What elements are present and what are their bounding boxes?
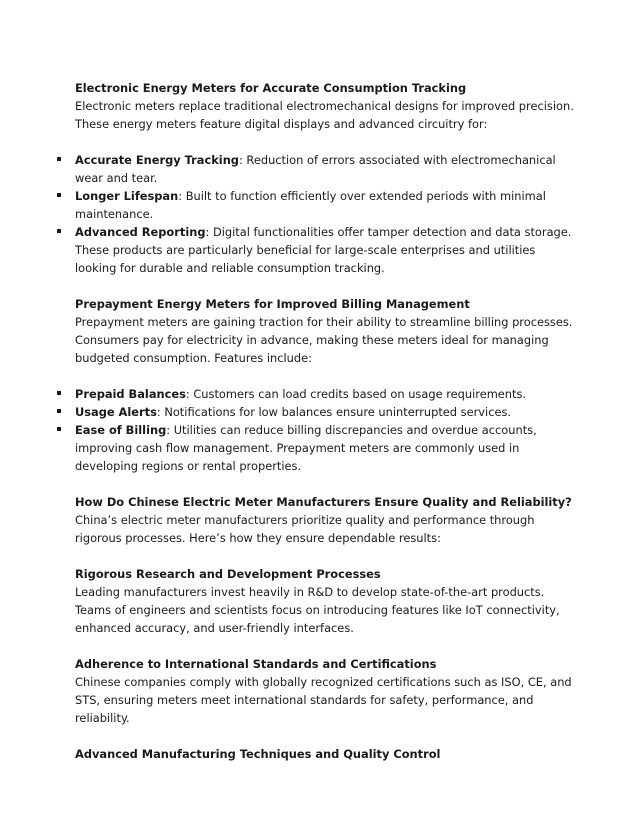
bullet-text: : Notifications for low balances ensure uninterrupted services. (156, 405, 512, 419)
section-body-standards-certifications: Chinese companies comply with globally recognized certifications such as ISO, CE, and STS, ensuring meters meet international standards for safety, performance, and reliability. (75, 675, 572, 725)
bullet-term: Longer Lifespan (75, 189, 179, 203)
list-item (75, 151, 575, 187)
list-item (75, 421, 575, 475)
bullet-list-prepayment-meters (75, 385, 575, 475)
section-intro-electronic-meters: Electronic meters replace traditional electromechanical designs for improved precision. These energy meters feature digital displays and advanced circuitry for: (75, 99, 574, 131)
bullet-marker (57, 157, 61, 161)
section-body-quality-reliability: China’s electric meter manufacturers prioritize quality and performance through rigorous processes. Here’s how they ensure dependable results: (75, 513, 535, 545)
section-body-research-development: Leading manufacturers invest heavily in R&D to develop state-of-the-art products. Teams of engineers and scientists focus on introducing features like IoT connectivity, enhanced accuracy, and user-friendly interfaces. (75, 585, 560, 635)
bullet-text: : Utilities can reduce billing discrepancies and overdue accounts, improving cash flow management. Prepayment meters are commonly used in developing regions or rental properties. (75, 423, 537, 473)
section-heading-manufacturing-quality: Advanced Manufacturing Techniques and Quality Control (75, 747, 441, 761)
bullet-term: Usage Alerts (75, 405, 157, 419)
bullet-marker (57, 427, 61, 431)
section-intro-prepayment-meters: Prepayment meters are gaining traction for their ability to streamline billing processes. Consumers pay for electricity in advance, making these meters ideal for managing budgeted consumption. Features include: (75, 315, 573, 365)
bullet-term: Advanced Reporting (75, 225, 206, 239)
list-item (75, 187, 575, 223)
bullet-text: : Built to function efficiently over extended periods with minimal maintenance. (75, 189, 546, 221)
bullet-term: Ease of Billing (75, 423, 167, 437)
section-heading-research-development: Rigorous Research and Development Processes (75, 567, 381, 581)
bullet-text: : Digital functionalities offer tamper detection and data storage. These products are particularly beneficial for large-scale enterprises and utilities looking for durable and reliable consumption tracking. (75, 225, 572, 275)
section-heading-quality-reliability: How Do Chinese Electric Meter Manufacturers Ensure Quality and Reliability? (75, 495, 572, 509)
bullet-marker (57, 409, 61, 413)
bullet-marker (57, 193, 61, 197)
list-item (75, 403, 575, 421)
section-heading-prepayment-meters: Prepayment Energy Meters for Improved Billing Management (75, 297, 470, 311)
section-heading-standards-certifications: Adherence to International Standards and Certifications (75, 657, 437, 671)
bullet-term: Accurate Energy Tracking (75, 153, 239, 167)
bullet-marker (57, 391, 61, 395)
document-body (75, 79, 575, 763)
bullet-text: : Reduction of errors associated with electromechanical wear and tear. (75, 153, 556, 185)
list-item (75, 223, 575, 277)
bullet-list-electronic-meters (75, 151, 575, 277)
bullet-marker (57, 229, 61, 233)
section-heading-electronic-meters: Electronic Energy Meters for Accurate Consumption Tracking (75, 81, 467, 95)
bullet-text: : Customers can load credits based on usage requirements. (185, 387, 527, 401)
list-item (75, 385, 575, 403)
bullet-term: Prepaid Balances (75, 387, 186, 401)
